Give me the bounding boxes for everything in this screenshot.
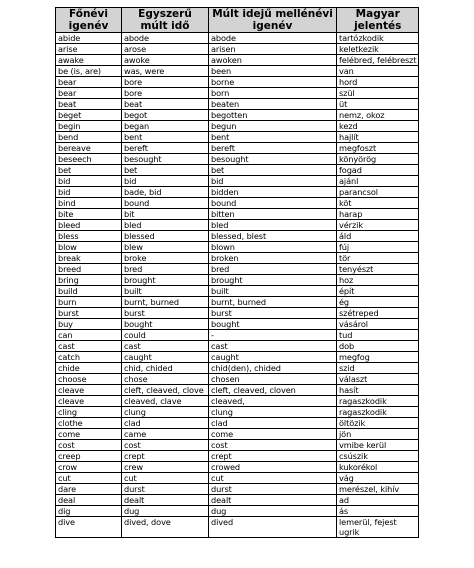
past-participle-cell: burnt, burned xyxy=(209,297,337,308)
infinitive-cell: bend xyxy=(56,132,122,143)
simple-past-cell: cast xyxy=(122,341,209,352)
table-row xyxy=(56,66,419,77)
table-row xyxy=(56,341,419,352)
infinitive-cell: build xyxy=(56,286,122,297)
past-participle-cell: bereft xyxy=(209,143,337,154)
simple-past-cell: brought xyxy=(122,275,209,286)
past-participle-cell: bitten xyxy=(209,209,337,220)
meaning-cell: hajlít xyxy=(337,132,419,143)
table-row xyxy=(56,374,419,385)
infinitive-cell: bet xyxy=(56,165,122,176)
simple-past-cell: could xyxy=(122,330,209,341)
simple-past-cell: blessed xyxy=(122,231,209,242)
simple-past-cell: arose xyxy=(122,44,209,55)
simple-past-cell: bade, bid xyxy=(122,187,209,198)
table-row xyxy=(56,220,419,231)
past-participle-cell: brought xyxy=(209,275,337,286)
infinitive-cell: clothe xyxy=(56,418,122,429)
infinitive-cell: burst xyxy=(56,308,122,319)
infinitive-cell: catch xyxy=(56,352,122,363)
infinitive-cell: bind xyxy=(56,198,122,209)
meaning-cell: szid xyxy=(337,363,419,374)
past-participle-cell: built xyxy=(209,286,337,297)
table-row xyxy=(56,385,419,396)
table-row xyxy=(56,253,419,264)
table-row xyxy=(56,319,419,330)
infinitive-cell: beseech xyxy=(56,154,122,165)
simple-past-cell: broke xyxy=(122,253,209,264)
simple-past-cell: bit xyxy=(122,209,209,220)
simple-past-cell: durst xyxy=(122,484,209,495)
table-row xyxy=(56,44,419,55)
table-row xyxy=(56,429,419,440)
meaning-cell: van xyxy=(337,66,419,77)
table-row xyxy=(56,231,419,242)
meaning-cell: tud xyxy=(337,330,419,341)
infinitive-cell: cleave xyxy=(56,385,122,396)
table-row xyxy=(56,451,419,462)
meaning-cell: tartózkodik xyxy=(337,33,419,44)
simple-past-cell: bound xyxy=(122,198,209,209)
infinitive-cell: bid xyxy=(56,176,122,187)
table-row xyxy=(56,440,419,451)
past-participle-cell: bought xyxy=(209,319,337,330)
table-row xyxy=(56,275,419,286)
past-participle-cell: bred xyxy=(209,264,337,275)
meaning-cell: keletkezik xyxy=(337,44,419,55)
meaning-cell: vérzik xyxy=(337,220,419,231)
simple-past-cell: bore xyxy=(122,88,209,99)
simple-past-cell: cleaved, clave xyxy=(122,396,209,407)
simple-past-cell: awoke xyxy=(122,55,209,66)
infinitive-cell: bleed xyxy=(56,220,122,231)
meaning-cell: hoz xyxy=(337,275,419,286)
simple-past-cell: began xyxy=(122,121,209,132)
simple-past-cell: burst xyxy=(122,308,209,319)
table-row xyxy=(56,418,419,429)
simple-past-cell: bought xyxy=(122,319,209,330)
past-participle-cell: begun xyxy=(209,121,337,132)
table-row xyxy=(56,407,419,418)
meaning-cell: hord xyxy=(337,77,419,88)
infinitive-cell: be (is, are) xyxy=(56,66,122,77)
simple-past-cell: burnt, burned xyxy=(122,297,209,308)
table-row xyxy=(56,121,419,132)
simple-past-cell: beat xyxy=(122,99,209,110)
infinitive-cell: abide xyxy=(56,33,122,44)
simple-past-cell: bred xyxy=(122,264,209,275)
infinitive-cell: choose xyxy=(56,374,122,385)
simple-past-cell: blew xyxy=(122,242,209,253)
simple-past-cell: built xyxy=(122,286,209,297)
past-participle-cell: burst xyxy=(209,308,337,319)
simple-past-cell: chose xyxy=(122,374,209,385)
past-participle-cell: blessed, blest xyxy=(209,231,337,242)
table-row xyxy=(56,110,419,121)
infinitive-cell: bring xyxy=(56,275,122,286)
simple-past-cell: cut xyxy=(122,473,209,484)
past-participle-cell: dug xyxy=(209,506,337,517)
past-participle-cell: beaten xyxy=(209,99,337,110)
meaning-cell: vág xyxy=(337,473,419,484)
past-participle-cell: bent xyxy=(209,132,337,143)
meaning-cell: hasít xyxy=(337,385,419,396)
infinitive-cell: blow xyxy=(56,242,122,253)
meaning-cell: nemz, okoz xyxy=(337,110,419,121)
past-participle-cell: cast xyxy=(209,341,337,352)
meaning-cell: áld xyxy=(337,231,419,242)
table-row xyxy=(56,484,419,495)
meaning-cell: jön xyxy=(337,429,419,440)
past-participle-cell: bled xyxy=(209,220,337,231)
infinitive-cell: bear xyxy=(56,77,122,88)
meaning-cell: kezd xyxy=(337,121,419,132)
past-participle-cell: cost xyxy=(209,440,337,451)
past-participle-cell: broken xyxy=(209,253,337,264)
past-participle-cell: chosen xyxy=(209,374,337,385)
meaning-cell: parancsol xyxy=(337,187,419,198)
infinitive-cell: cast xyxy=(56,341,122,352)
meaning-cell: fogad xyxy=(337,165,419,176)
meaning-cell: csúszik xyxy=(337,451,419,462)
table-row xyxy=(56,352,419,363)
past-participle-cell: begotten xyxy=(209,110,337,121)
table-row xyxy=(56,308,419,319)
infinitive-cell: bereave xyxy=(56,143,122,154)
table-row xyxy=(56,363,419,374)
meaning-cell: kukorékol xyxy=(337,462,419,473)
past-participle-cell: bound xyxy=(209,198,337,209)
simple-past-cell: chid, chided xyxy=(122,363,209,374)
simple-past-cell: cleft, cleaved, clove xyxy=(122,385,209,396)
infinitive-cell: bite xyxy=(56,209,122,220)
infinitive-cell: bless xyxy=(56,231,122,242)
meaning-cell: vásárol xyxy=(337,319,419,330)
meaning-cell: tör xyxy=(337,253,419,264)
past-participle-cell: bidden xyxy=(209,187,337,198)
meaning-cell: megfog xyxy=(337,352,419,363)
past-participle-cell: crept xyxy=(209,451,337,462)
meaning-cell: ás xyxy=(337,506,419,517)
infinitive-cell: dare xyxy=(56,484,122,495)
table-row xyxy=(56,462,419,473)
past-participle-cell: besought xyxy=(209,154,337,165)
meaning-cell: öltözik xyxy=(337,418,419,429)
meaning-cell: ad xyxy=(337,495,419,506)
meaning-cell: felébred, felébreszt xyxy=(337,55,419,66)
meaning-cell: üt xyxy=(337,99,419,110)
table-row xyxy=(56,55,419,66)
meaning-cell: szétreped xyxy=(337,308,419,319)
meaning-cell: ragaszkodik xyxy=(337,407,419,418)
table-row xyxy=(56,132,419,143)
simple-past-cell: bereft xyxy=(122,143,209,154)
infinitive-cell: cut xyxy=(56,473,122,484)
header-infinitive: Főnévi igenév xyxy=(56,8,122,33)
simple-past-cell: cost xyxy=(122,440,209,451)
simple-past-cell: came xyxy=(122,429,209,440)
table-row xyxy=(56,154,419,165)
past-participle-cell: durst xyxy=(209,484,337,495)
infinitive-cell: come xyxy=(56,429,122,440)
table-row xyxy=(56,143,419,154)
simple-past-cell: crew xyxy=(122,462,209,473)
past-participle-cell: born xyxy=(209,88,337,99)
meaning-cell: ragaszkodik xyxy=(337,396,419,407)
simple-past-cell: bled xyxy=(122,220,209,231)
past-participle-cell: awoken xyxy=(209,55,337,66)
meaning-cell: merészel, kihív xyxy=(337,484,419,495)
simple-past-cell: clad xyxy=(122,418,209,429)
past-participle-cell: bid xyxy=(209,176,337,187)
infinitive-cell: arise xyxy=(56,44,122,55)
past-participle-cell: clung xyxy=(209,407,337,418)
meaning-cell: választ xyxy=(337,374,419,385)
meaning-cell: köt xyxy=(337,198,419,209)
header-past-participle: Múlt idejű mellénévi igenév xyxy=(209,8,337,33)
simple-past-cell: begot xyxy=(122,110,209,121)
past-participle-cell: blown xyxy=(209,242,337,253)
table-row xyxy=(56,165,419,176)
table-header xyxy=(56,8,419,33)
infinitive-cell: beget xyxy=(56,110,122,121)
table-row xyxy=(56,396,419,407)
table-row xyxy=(56,495,419,506)
table-row xyxy=(56,209,419,220)
header-simple-past: Egyszerű múlt idő xyxy=(122,8,209,33)
simple-past-cell: bent xyxy=(122,132,209,143)
irregular-verbs-table xyxy=(55,7,419,538)
simple-past-cell: caught xyxy=(122,352,209,363)
simple-past-cell: was, were xyxy=(122,66,209,77)
infinitive-cell: beat xyxy=(56,99,122,110)
meaning-cell: fúj xyxy=(337,242,419,253)
infinitive-cell: crow xyxy=(56,462,122,473)
meaning-cell: szül xyxy=(337,88,419,99)
simple-past-cell: bore xyxy=(122,77,209,88)
table-row xyxy=(56,77,419,88)
past-participle-cell: dived xyxy=(209,517,337,538)
infinitive-cell: bid xyxy=(56,187,122,198)
infinitive-cell: break xyxy=(56,253,122,264)
meaning-cell: tenyészt xyxy=(337,264,419,275)
past-participle-cell: cut xyxy=(209,473,337,484)
infinitive-cell: bear xyxy=(56,88,122,99)
simple-past-cell: crept xyxy=(122,451,209,462)
table-row xyxy=(56,297,419,308)
past-participle-cell: caught xyxy=(209,352,337,363)
meaning-cell: lemerül, fejest ugrik xyxy=(337,517,419,538)
table-row xyxy=(56,473,419,484)
infinitive-cell: dig xyxy=(56,506,122,517)
table-row xyxy=(56,330,419,341)
past-participle-cell: been xyxy=(209,66,337,77)
simple-past-cell: dived, dove xyxy=(122,517,209,538)
table-row xyxy=(56,33,419,44)
past-participle-cell: abode xyxy=(209,33,337,44)
infinitive-cell: creep xyxy=(56,451,122,462)
past-participle-cell: clad xyxy=(209,418,337,429)
infinitive-cell: awake xyxy=(56,55,122,66)
table-row xyxy=(56,176,419,187)
infinitive-cell: cost xyxy=(56,440,122,451)
simple-past-cell: abode xyxy=(122,33,209,44)
infinitive-cell: buy xyxy=(56,319,122,330)
header-hungarian-meaning: Magyar jelentés xyxy=(337,8,419,33)
table-row xyxy=(56,506,419,517)
past-participle-cell: bet xyxy=(209,165,337,176)
meaning-cell: megfoszt xyxy=(337,143,419,154)
table-row xyxy=(56,242,419,253)
table-row xyxy=(56,264,419,275)
past-participle-cell: crowed xyxy=(209,462,337,473)
table-row xyxy=(56,286,419,297)
past-participle-cell: cleaved, xyxy=(209,396,337,407)
table-row xyxy=(56,198,419,209)
past-participle-cell: come xyxy=(209,429,337,440)
past-participle-cell: dealt xyxy=(209,495,337,506)
simple-past-cell: bet xyxy=(122,165,209,176)
simple-past-cell: clung xyxy=(122,407,209,418)
table-row xyxy=(56,517,419,538)
infinitive-cell: chide xyxy=(56,363,122,374)
meaning-cell: könyörög xyxy=(337,154,419,165)
infinitive-cell: cleave xyxy=(56,396,122,407)
meaning-cell: harap xyxy=(337,209,419,220)
table-row xyxy=(56,99,419,110)
past-participle-cell: chid(den), chided xyxy=(209,363,337,374)
table-row xyxy=(56,187,419,198)
meaning-cell: épít xyxy=(337,286,419,297)
infinitive-cell: can xyxy=(56,330,122,341)
past-participle-cell: arisen xyxy=(209,44,337,55)
table-body xyxy=(56,33,419,538)
table-row xyxy=(56,88,419,99)
meaning-cell: ajánl xyxy=(337,176,419,187)
past-participle-cell: cleft, cleaved, cloven xyxy=(209,385,337,396)
infinitive-cell: cling xyxy=(56,407,122,418)
infinitive-cell: dive xyxy=(56,517,122,538)
past-participle-cell: - xyxy=(209,330,337,341)
simple-past-cell: dealt xyxy=(122,495,209,506)
simple-past-cell: besought xyxy=(122,154,209,165)
header-row xyxy=(56,8,419,33)
infinitive-cell: burn xyxy=(56,297,122,308)
meaning-cell: vmibe kerül xyxy=(337,440,419,451)
infinitive-cell: breed xyxy=(56,264,122,275)
meaning-cell: dob xyxy=(337,341,419,352)
meaning-cell: ég xyxy=(337,297,419,308)
simple-past-cell: bid xyxy=(122,176,209,187)
past-participle-cell: borne xyxy=(209,77,337,88)
simple-past-cell: dug xyxy=(122,506,209,517)
infinitive-cell: deal xyxy=(56,495,122,506)
infinitive-cell: begin xyxy=(56,121,122,132)
